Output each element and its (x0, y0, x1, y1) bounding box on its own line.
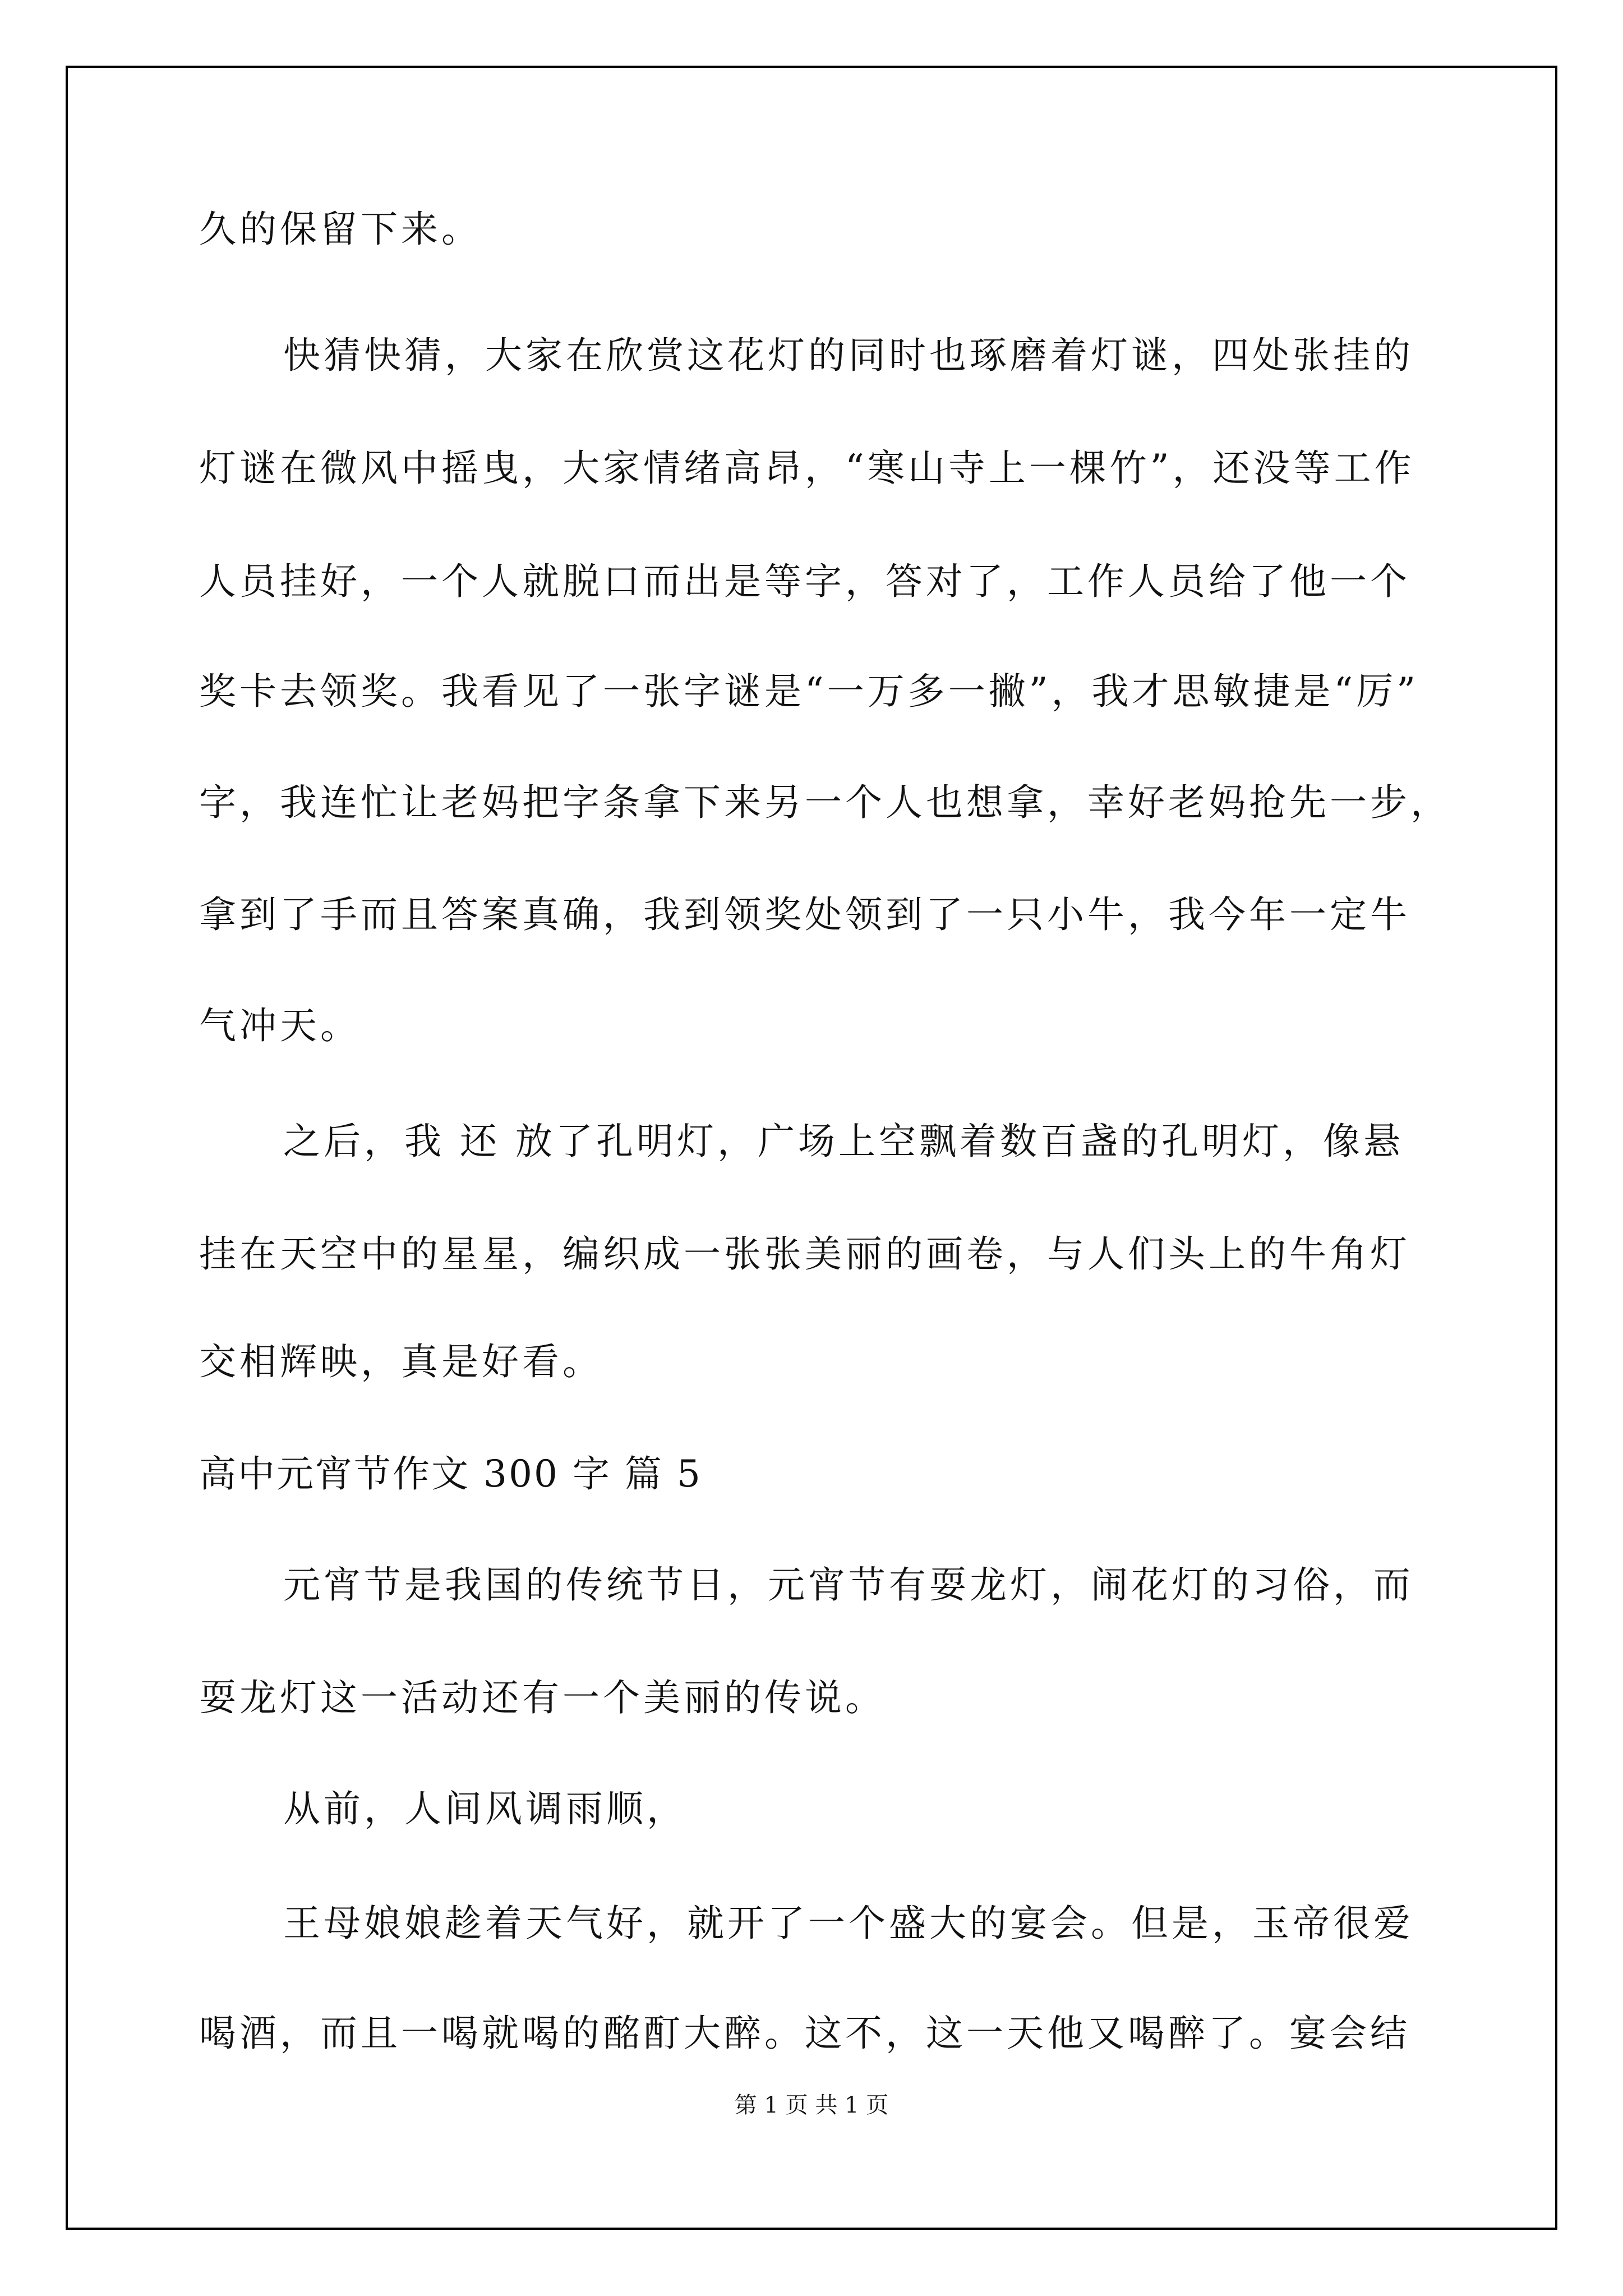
text-line-4: 人员挂好，一个人就脱口而出是等字，答对了，工作人员给了他一个 (199, 560, 1410, 603)
text-line-10: 挂在天空中的星星，编织成一张张美丽的画卷，与人们头上的牛角灯 (199, 1232, 1410, 1276)
section-heading: 高中元宵节作文 300 字 篇 5 (199, 1452, 702, 1496)
text-line-9: 之后，我 还 放了孔明灯，广场上空飘着数百盏的孔明灯，像悬 (283, 1120, 1404, 1163)
text-line-2: 快猜快猜，大家在欣赏这花灯的同时也琢磨着灯谜，四处张挂的 (283, 334, 1414, 377)
page-footer: 第 1 页 共 1 页 (734, 2092, 889, 2118)
text-line-8: 气冲天。 (199, 1004, 361, 1047)
text-line-3: 灯谜在微风中摇曳，大家情绪高昂，“寒山寺上一棵竹”，还没等工作 (199, 447, 1415, 490)
text-line-1: 久的保留下来。 (199, 208, 482, 251)
text-line-13: 元宵节是我国的传统节日，元宵节有耍龙灯，闹花灯的习俗，而 (283, 1563, 1414, 1607)
text-line-15: 从前，人间风调雨顺， (283, 1787, 687, 1830)
text-line-14: 耍龙灯这一活动还有一个美丽的传说。 (199, 1676, 886, 1719)
text-line-5: 奖卡去领奖。我看见了一张字谜是“一万多一撇”，我才思敏捷是“厉” (199, 670, 1419, 713)
text-line-6: 字，我连忙让老妈把字条拿下来另一个人也想拿，幸好老妈抢先一步， (199, 781, 1451, 824)
text-line-11: 交相辉映，真是好看。 (199, 1340, 603, 1383)
text-line-17: 喝酒，而且一喝就喝的酩酊大醉。这不，这一天他又喝醉了。宴会结 (199, 2012, 1410, 2055)
text-line-7: 拿到了手而且答案真确，我到领奖处领到了一只小牛，我今年一定牛 (199, 893, 1410, 936)
text-line-16: 王母娘娘趁着天气好，就开了一个盛大的宴会。但是，玉帝很爱 (283, 1902, 1414, 1945)
